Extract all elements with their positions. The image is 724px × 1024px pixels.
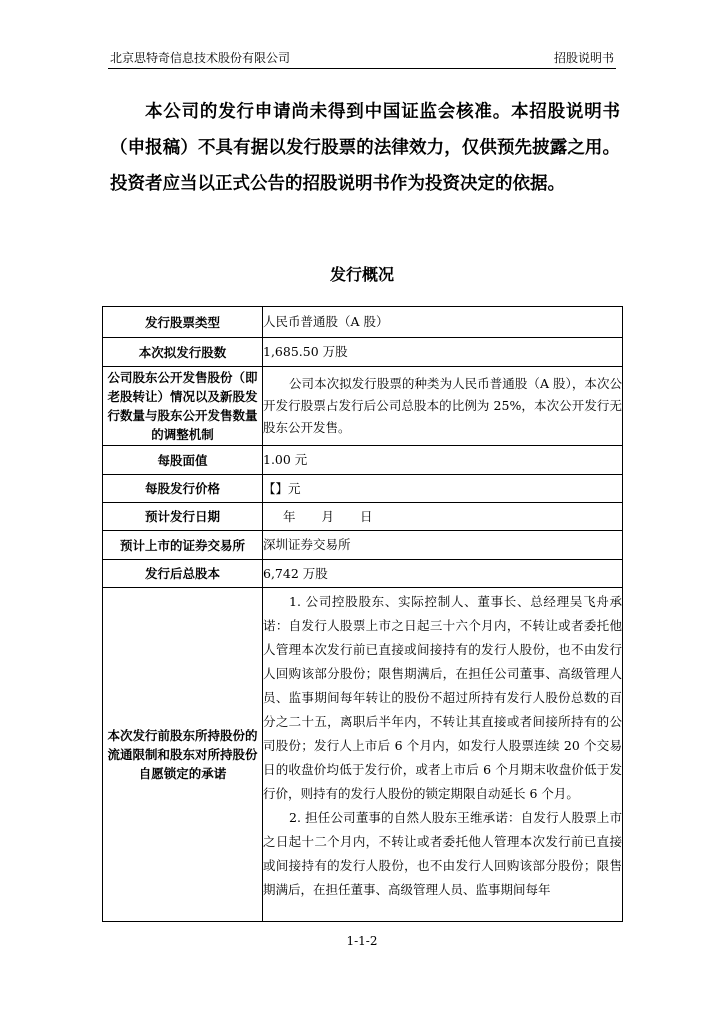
section-title: 发行概况	[329, 265, 394, 284]
page-number: 1-1-2	[346, 934, 378, 948]
commitment-paragraph: 2. 担任公司董事的自然人股东王维承诺：自发行人股票上市之日起十二个月内，不转让或者委托他人管理本次发行前已直接或间接持有的发行人股份，也不由发行人回购该部分股份；限售期满后，在担任董事、高级管理人员、监事期间每年	[263, 810, 622, 897]
table-row	[103, 338, 623, 367]
table-row	[103, 307, 623, 338]
commitment-paragraph: 1. 公司控股股东、实际控制人、董事长、总经理吴飞舟承诺：自发行人股票上市之日起三十六个月内，不转让或者委托他人管理本次发行前已直接或间接持有的发行人股份，也不由发行人回购该部分股份；限售期满后，在担任公司董事、高级管理人员、监事期间每年转让的股份不超过所持有发行人股份总数的百分之二十五，离职后半年内，不转让其直接或者间接所持有的公司股份；发行人上市后 6 个月内，如发行人股票连续 20 个交易日的收盘价均低于发行价，或者上市后 6 个月期末收盘价低于发行价，则持有的发行人股份的锁定期限自动延长 6 个月。	[263, 594, 622, 801]
row-label: 预计发行日期	[103, 503, 263, 531]
row-value: 人民币普通股（A 股）	[263, 307, 623, 338]
row-value: 1,685.50 万股	[263, 338, 623, 367]
row-value: 1.00 元	[263, 446, 623, 475]
row-label: 公司股东公开发售股份（即老股转让）情况以及新股发行数量与股东公开发售数量的调整机制	[103, 367, 263, 446]
row-label: 每股发行价格	[103, 475, 263, 503]
row-label: 本次拟发行股数	[103, 338, 263, 367]
table-row	[103, 446, 623, 475]
row-label: 预计上市的证券交易所	[103, 531, 263, 560]
row-value: 【】元	[263, 475, 623, 503]
page-header	[108, 48, 616, 69]
table-row	[103, 503, 623, 531]
row-label: 发行后总股本	[103, 560, 263, 588]
table-row	[103, 588, 623, 922]
row-label: 本次发行前股东所持股份的流通限制和股东对所持股份自愿锁定的承诺	[103, 588, 263, 922]
row-value: 年 月 日	[263, 503, 623, 531]
table-row	[103, 531, 623, 560]
header-document-type: 招股说明书	[553, 51, 614, 65]
table-row	[103, 367, 623, 446]
row-value: 深圳证券交易所	[263, 531, 623, 560]
row-label: 发行股票类型	[103, 307, 263, 338]
header-company-name: 北京思特奇信息技术股份有限公司	[110, 51, 291, 65]
row-label: 每股面值	[103, 446, 263, 475]
offering-overview-table	[102, 306, 623, 922]
row-value: 公司本次拟发行股票的种类为人民币普通股（A 股），本次公开发行股票占发行后公司总股本的比例为 25%，本次公开发行无股东公开发售。	[263, 367, 623, 446]
row-value: 6,742 万股	[263, 560, 623, 588]
table-row	[103, 560, 623, 588]
table-row	[103, 475, 623, 503]
row-value	[263, 588, 623, 922]
disclaimer-notice: 本公司的发行申请尚未得到中国证监会核准。本招股说明书（申报稿）不具有据以发行股票的法律效力，仅供预先披露之用。投资者应当以正式公告的招股说明书作为投资决定的依据。	[110, 102, 620, 194]
